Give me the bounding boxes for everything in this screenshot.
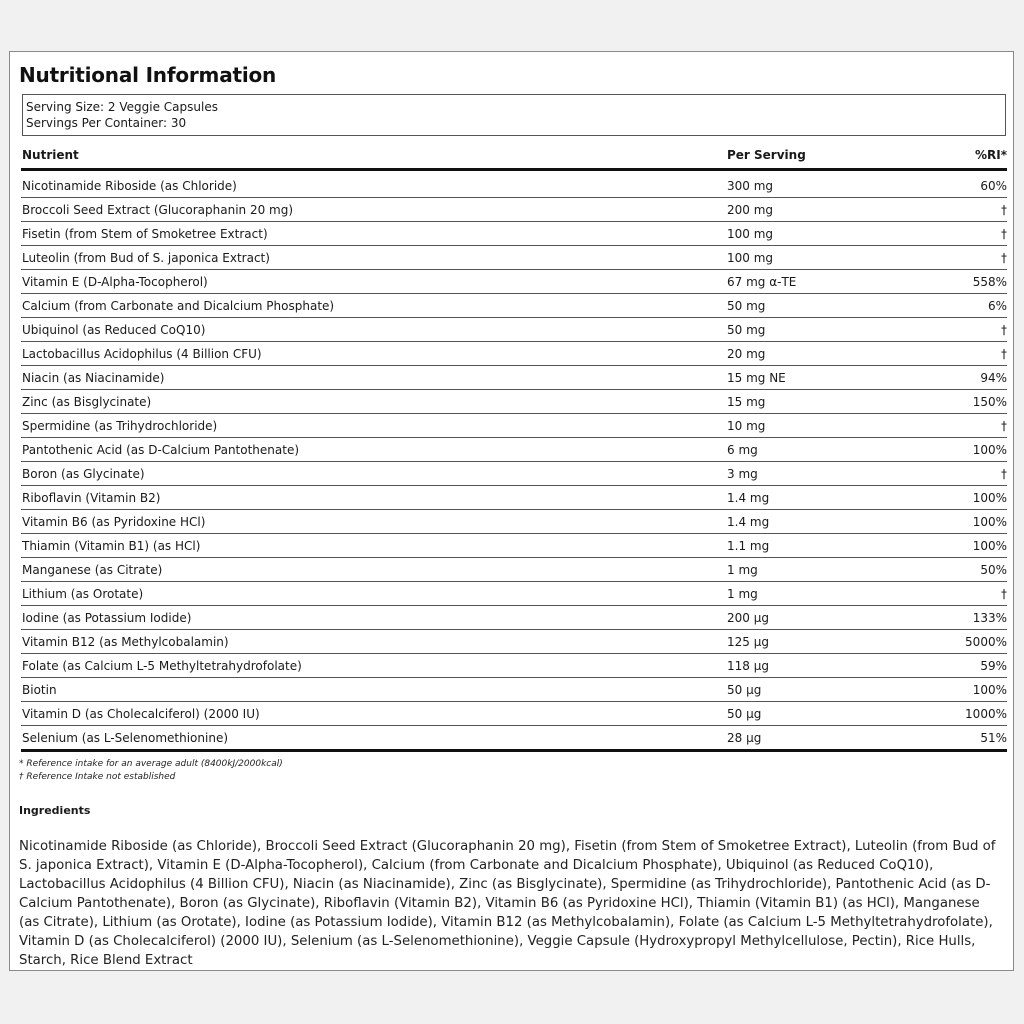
nutrient-amount: 50 μg bbox=[727, 682, 762, 697]
ingredients-text: Nicotinamide Riboside (as Chloride), Broccoli Seed Extract (Glucoraphanin 20 mg), Fisetin (from Stem of Smoketree Extract), Luteolin (from Bud of S. japonica Extract), Vitamin E (D-Alpha-Tocopherol), Calcium (from Carbonate and Dicalcium Phosphate), Ubiquinol (as Reduced CoQ10), Lactobacillus Acidophilus (4 Billion CFU), Niacin (as Niacinamide), Zinc (as Bisglycinate), Spermidine (as Trihydrochloride), Pantothenic Acid (as D-Calcium Pantothenate), Boron (as Glycinate), Riboflavin (Vitamin B2), Vitamin B6 (as Pyridoxine HCl), Thiamin (Vitamin B1) (as HCl), Manganese (as Citrate), Lithium (as Orotate), Iodine (as Potassium Iodide), Vitamin B12 (as Methylcobalamin), Folate (as Calcium L-5 Methyltetrahydrofolate), Vitamin D (as Cholecalciferol) (2000 IU), Selenium (as L-Selenomethionine), Veggie Capsule (Hydroxypropyl Methylcellulose, Pectin), Rice Hulls, Starch, Rice Blend Extract bbox=[19, 839, 996, 968]
table-row bbox=[21, 558, 1007, 582]
nutrient-ri: 100% bbox=[972, 514, 1007, 529]
nutrient-amount: 125 μg bbox=[727, 634, 769, 649]
nutrient-table bbox=[21, 142, 1007, 752]
table-row bbox=[21, 726, 1007, 752]
nutrient-name: Folate (as Calcium L-5 Methyltetrahydrofolate) bbox=[22, 658, 302, 673]
header-ri: %RI* bbox=[974, 148, 1007, 162]
nutrient-name: Boron (as Glycinate) bbox=[22, 466, 145, 481]
nutrient-name: Ubiquinol (as Reduced CoQ10) bbox=[22, 322, 206, 337]
nutrient-name: Vitamin E (D-Alpha-Tocopherol) bbox=[22, 274, 208, 289]
nutrient-name: Riboflavin (Vitamin B2) bbox=[22, 490, 161, 505]
header-nutrient: Nutrient bbox=[22, 148, 79, 162]
nutrient-ri: 558% bbox=[972, 274, 1007, 289]
nutrient-amount: 3 mg bbox=[727, 466, 758, 481]
nutrient-amount: 1 mg bbox=[727, 562, 758, 577]
footnote-dagger: † Reference Intake not established bbox=[19, 772, 176, 782]
nutrient-name: Nicotinamide Riboside (as Chloride) bbox=[22, 178, 237, 193]
table-row bbox=[21, 270, 1007, 294]
table-row bbox=[21, 654, 1007, 678]
table-row bbox=[21, 198, 1007, 222]
nutrient-name: Lactobacillus Acidophilus (4 Billion CFU) bbox=[22, 346, 262, 361]
page-title: Nutritional Information bbox=[19, 63, 277, 87]
table-row bbox=[21, 390, 1007, 414]
table-row bbox=[21, 510, 1007, 534]
nutrient-ri: 94% bbox=[980, 370, 1007, 385]
nutrient-name: Biotin bbox=[22, 682, 57, 697]
servings-per-container: Servings Per Container: 30 bbox=[26, 116, 187, 130]
nutrient-amount: 15 mg NE bbox=[727, 370, 786, 385]
nutrient-ri: 60% bbox=[980, 178, 1007, 193]
nutrient-amount: 1.1 mg bbox=[727, 538, 770, 553]
nutrient-amount: 200 μg bbox=[727, 610, 769, 625]
nutrient-ri: 100% bbox=[972, 490, 1007, 505]
footnote-ri: * Reference intake for an average adult (8400kJ/2000kcal) bbox=[19, 759, 283, 769]
nutrition-panel bbox=[9, 51, 1014, 971]
footnotes bbox=[19, 758, 283, 784]
nutrient-amount: 118 μg bbox=[727, 658, 769, 673]
table-row bbox=[21, 462, 1007, 486]
nutrient-name: Niacin (as Niacinamide) bbox=[22, 370, 165, 385]
nutrient-name: Calcium (from Carbonate and Dicalcium Phosphate) bbox=[22, 298, 335, 313]
nutrient-amount: 300 mg bbox=[727, 178, 774, 193]
nutrient-name: Broccoli Seed Extract (Glucoraphanin 20 mg) bbox=[22, 202, 294, 217]
nutrient-amount: 100 mg bbox=[727, 226, 774, 241]
table-row bbox=[21, 678, 1007, 702]
nutrient-ri: 5000% bbox=[965, 634, 1007, 649]
nutrient-amount: 50 μg bbox=[727, 706, 762, 721]
nutrient-amount: 6 mg bbox=[727, 442, 758, 457]
serving-size: Serving Size: 2 Veggie Capsules bbox=[26, 100, 218, 114]
nutrient-ri: † bbox=[1001, 226, 1007, 241]
nutrient-ri: † bbox=[1001, 346, 1007, 361]
serving-info-box bbox=[22, 94, 1006, 136]
nutrient-ri: 50% bbox=[980, 562, 1007, 577]
nutrient-ri: † bbox=[1001, 322, 1007, 337]
nutrient-amount: 1 mg bbox=[727, 586, 758, 601]
nutrient-amount: 50 mg bbox=[727, 298, 766, 313]
table-row bbox=[21, 366, 1007, 390]
nutrient-ri: 1000% bbox=[965, 706, 1007, 721]
nutrient-name: Spermidine (as Trihydrochloride) bbox=[22, 418, 218, 433]
nutrient-ri: † bbox=[1001, 466, 1007, 481]
table-row bbox=[21, 246, 1007, 270]
nutrient-amount: 200 mg bbox=[727, 202, 774, 217]
nutrient-ri: 51% bbox=[980, 730, 1007, 745]
table-row bbox=[21, 534, 1007, 558]
nutrient-name: Vitamin D (as Cholecalciferol) (2000 IU) bbox=[22, 706, 260, 721]
nutrient-amount: 67 mg α-TE bbox=[727, 274, 797, 289]
ingredients-heading: Ingredients bbox=[19, 804, 91, 817]
table-header bbox=[21, 142, 1007, 171]
table-row bbox=[21, 606, 1007, 630]
nutrient-amount: 1.4 mg bbox=[727, 490, 770, 505]
nutrient-amount: 100 mg bbox=[727, 250, 774, 265]
table-row bbox=[21, 174, 1007, 198]
nutrient-name: Luteolin (from Bud of S. japonica Extract) bbox=[22, 250, 270, 265]
nutrient-name: Thiamin (Vitamin B1) (as HCl) bbox=[22, 538, 201, 553]
nutrient-name: Fisetin (from Stem of Smoketree Extract) bbox=[22, 226, 268, 241]
nutrient-amount: 1.4 mg bbox=[727, 514, 770, 529]
table-row bbox=[21, 438, 1007, 462]
table-row bbox=[21, 342, 1007, 366]
nutrient-name: Zinc (as Bisglycinate) bbox=[22, 394, 152, 409]
nutrient-amount: 20 mg bbox=[727, 346, 766, 361]
nutrient-name: Iodine (as Potassium Iodide) bbox=[22, 610, 192, 625]
nutrient-amount: 10 mg bbox=[727, 418, 766, 433]
table-row bbox=[21, 630, 1007, 654]
nutrient-name: Vitamin B6 (as Pyridoxine HCl) bbox=[22, 514, 206, 529]
nutrient-name: Lithium (as Orotate) bbox=[22, 586, 144, 601]
nutrient-name: Pantothenic Acid (as D-Calcium Pantothenate) bbox=[22, 442, 300, 457]
nutrient-amount: 28 μg bbox=[727, 730, 762, 745]
table-row bbox=[21, 222, 1007, 246]
table-row bbox=[21, 294, 1007, 318]
nutrient-ri: 100% bbox=[972, 682, 1007, 697]
nutrient-ri: † bbox=[1001, 586, 1007, 601]
nutrient-ri: † bbox=[1001, 202, 1007, 217]
nutrient-name: Manganese (as Citrate) bbox=[22, 562, 163, 577]
table-row bbox=[21, 486, 1007, 510]
nutrient-amount: 15 mg bbox=[727, 394, 766, 409]
nutrient-name: Selenium (as L-Selenomethionine) bbox=[22, 730, 229, 745]
table-row bbox=[21, 318, 1007, 342]
table-row bbox=[21, 582, 1007, 606]
table-row bbox=[21, 414, 1007, 438]
nutrient-ri: 59% bbox=[980, 658, 1007, 673]
nutrient-ri: 150% bbox=[972, 394, 1007, 409]
nutrient-ri: 100% bbox=[972, 538, 1007, 553]
nutrient-ri: † bbox=[1001, 418, 1007, 433]
nutrient-ri: † bbox=[1001, 250, 1007, 265]
table-row bbox=[21, 702, 1007, 726]
nutrient-amount: 50 mg bbox=[727, 322, 766, 337]
nutrient-ri: 6% bbox=[987, 298, 1007, 313]
nutrient-ri: 100% bbox=[972, 442, 1007, 457]
nutrient-ri: 133% bbox=[972, 610, 1007, 625]
nutrient-name: Vitamin B12 (as Methylcobalamin) bbox=[22, 634, 229, 649]
table-body bbox=[21, 174, 1007, 752]
header-per-serving: Per Serving bbox=[727, 148, 806, 162]
